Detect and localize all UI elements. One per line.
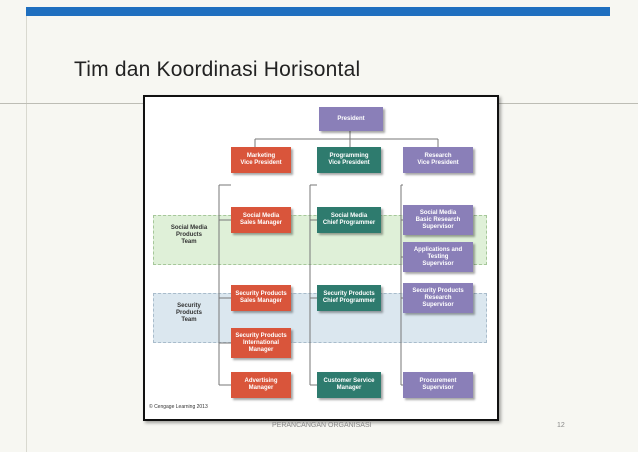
customer-service-manager-box: Customer Service Manager [317, 372, 381, 398]
slide-footer: PERANCANGAN ORGANISASI [272, 422, 372, 429]
social-media-team-label: Social Media Products Team [170, 225, 208, 245]
security-products-sales-manager-box: Security Products Sales Manager [231, 285, 291, 311]
social-media-chief-programmer-box: Social Media Chief Programmer [317, 207, 381, 233]
security-products-research-supervisor-box: Security Products Research Supervisor [403, 283, 473, 313]
social-media-basic-research-supervisor-box: Social Media Basic Research Supervisor [403, 205, 473, 235]
security-products-chief-programmer-box: Security Products Chief Programmer [317, 285, 381, 311]
advertising-manager-box: Advertising Manager [231, 372, 291, 398]
security-products-international-manager-box: Security Products International Manager [231, 328, 291, 358]
programming-vp-box: Programming Vice President [317, 147, 381, 173]
slide-title: Tim dan Koordinasi Horisontal [74, 58, 361, 81]
org-chart-diagram [143, 95, 499, 421]
social-media-sales-manager-box: Social Media Sales Manager [231, 207, 291, 233]
marketing-vp-box: Marketing Vice President [231, 147, 291, 173]
research-vp-box: Research Vice President [403, 147, 473, 173]
top-accent-bar [26, 7, 610, 16]
security-team-label: Security Products Team [175, 303, 202, 323]
page-number: 12 [557, 422, 565, 429]
left-divider [26, 16, 27, 452]
applications-testing-supervisor-box: Applications and Testing Supervisor [403, 242, 473, 272]
procurement-supervisor-box: Procurement Supervisor [403, 372, 473, 398]
president-box: President [319, 107, 383, 131]
copyright-note: © Cengage Learning 2013 [149, 404, 208, 410]
